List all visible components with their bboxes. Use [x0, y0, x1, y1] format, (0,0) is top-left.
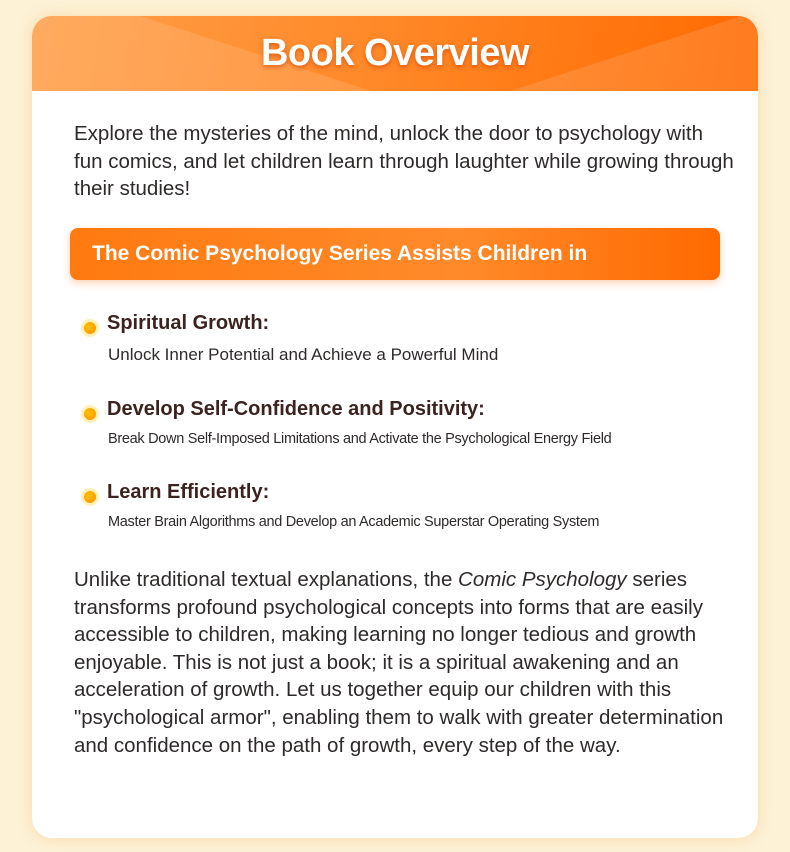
item-title: Spiritual Growth: — [107, 312, 270, 334]
page-title: Book Overview — [260, 32, 530, 74]
bullet-dot-icon — [84, 491, 96, 503]
book-overview-card — [32, 16, 758, 838]
intro-text: Explore the mysteries of the mind, unlock the door to psychology with fun comics, and let children learn through laughter while growing through their studies! — [74, 122, 734, 200]
bullet-dot-icon — [84, 408, 96, 420]
paragraph-text: Unlike traditional textual explanations, the — [74, 568, 459, 591]
description-paragraph — [74, 566, 744, 759]
item-description: Unlock Inner Potential and Achieve a Powerful Mind — [108, 345, 499, 364]
item-title: Learn Efficiently: — [107, 481, 270, 503]
paragraph-text: series transforms profound psychological concepts into forms that are easily accessible to children, making learning no longer tedious and growth enjoyable. This is not just a book; it is a spiritual awakening and an acceleration of growth. Let us together equip our children with this "psychological armor", enabling them to walk with greater determination and confidence on the path of growth, every step of the way. — [74, 568, 724, 757]
section-banner: The Comic Psychology Series Assists Children in — [70, 228, 720, 280]
item-description: Master Brain Algorithms and Develop an Academic Superstar Operating System — [108, 514, 600, 530]
item-description: Break Down Self-Imposed Limitations and Activate the Psychological Energy Field — [108, 431, 612, 447]
bullet-dot-icon — [84, 322, 96, 334]
card-header — [32, 16, 758, 91]
item-title: Develop Self-Confidence and Positivity: — [107, 398, 485, 420]
series-name: Comic Psychology — [458, 568, 627, 591]
